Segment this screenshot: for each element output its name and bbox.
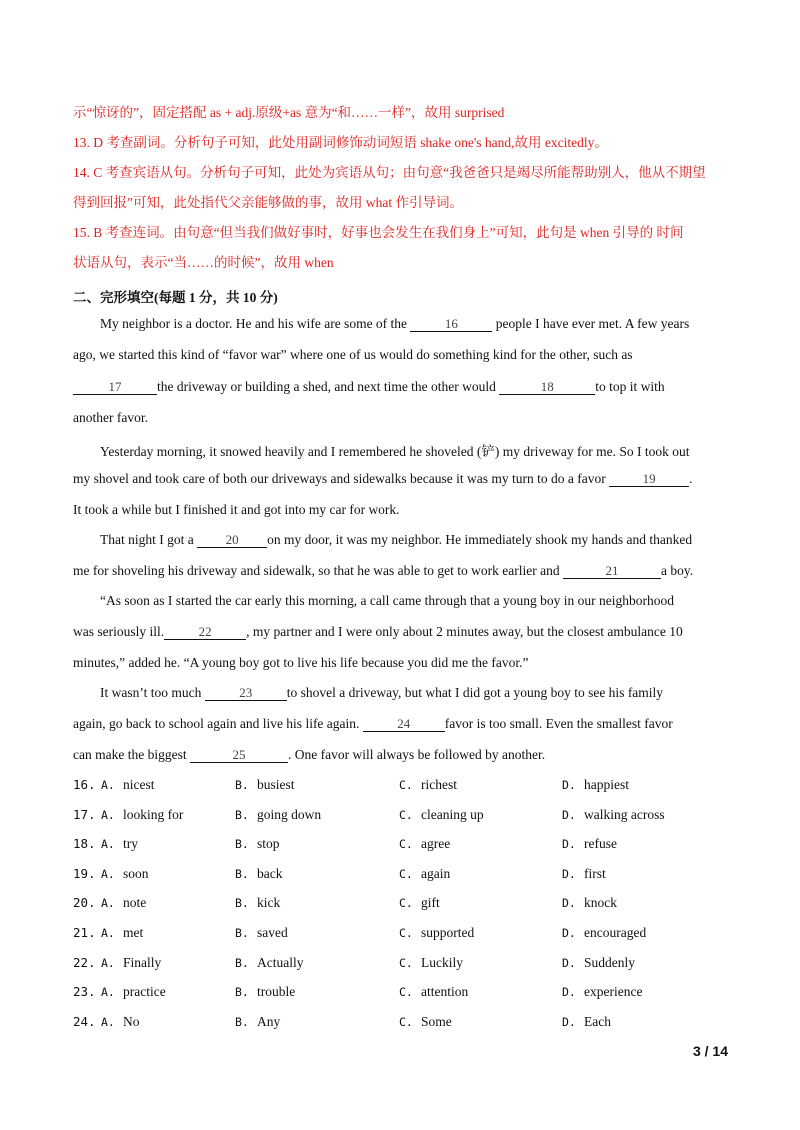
- option-a: soon: [123, 865, 149, 881]
- passage-line: Yesterday morning, it snowed heavily and I remembered he shoveled (铲) my driveway for me. So I took out: [100, 444, 690, 459]
- option-letter: B.: [235, 985, 249, 1000]
- option-letter: A.: [101, 985, 115, 1000]
- option-d: knock: [584, 895, 617, 911]
- option-letter: A.: [101, 837, 115, 852]
- analysis-line: 状语从句，表示“当……的时候”，故用 when: [73, 255, 334, 270]
- option-d: Suddenly: [584, 954, 636, 970]
- passage-text: my shovel and took care of both our driveways and sidewalks because it was my turn to do a favor: [73, 471, 610, 486]
- option-d: refuse: [584, 836, 617, 852]
- blank-20: 20: [197, 533, 267, 548]
- option-letter: B.: [235, 807, 249, 822]
- question-number: 20.: [73, 895, 96, 911]
- question-number: 18.: [73, 836, 96, 852]
- option-a: Finally: [123, 954, 162, 970]
- option-letter: D.: [562, 955, 576, 970]
- blank-21: 21: [563, 564, 661, 579]
- option-letter: C.: [399, 837, 413, 852]
- option-c: supported: [421, 925, 475, 940]
- option-c: Some: [421, 1013, 452, 1029]
- option-b: Any: [257, 1013, 281, 1029]
- passage-text: again, go back to school again and live his life again.: [73, 716, 363, 731]
- question-number: 23.: [73, 984, 96, 1000]
- option-letter: D.: [562, 866, 576, 881]
- option-b: Actually: [257, 954, 304, 970]
- option-b: saved: [257, 925, 288, 940]
- option-b: going down: [257, 806, 322, 822]
- passage-text: can make the biggest: [73, 747, 190, 762]
- passage-text: on my door, it was my neighbor. He immediately shook my hands and thanked: [267, 532, 693, 547]
- option-letter: B.: [235, 1014, 249, 1029]
- option-d: first: [584, 865, 606, 881]
- option-a: nicest: [123, 777, 155, 792]
- option-letter: D.: [562, 807, 576, 822]
- option-letter: D.: [562, 778, 576, 792]
- passage-line: [73, 563, 693, 579]
- passage-text: It wasn’t too much: [100, 685, 205, 700]
- passage-line: [100, 685, 663, 701]
- option-letter: D.: [562, 926, 576, 940]
- question-number: 24.: [73, 1013, 96, 1029]
- page-number: 3 / 14: [692, 1043, 728, 1059]
- option-letter: D.: [562, 837, 576, 852]
- passage-text: , my partner and I were only about 2 minutes away, but the closest ambulance 10: [246, 624, 683, 639]
- passage-line: [73, 471, 693, 487]
- option-letter: C.: [399, 778, 413, 792]
- option-letter: B.: [235, 778, 249, 792]
- option-letter: B.: [235, 896, 249, 911]
- passage-text: a boy.: [661, 563, 694, 578]
- option-b: stop: [257, 836, 280, 852]
- option-b: trouble: [257, 984, 296, 1000]
- option-letter: A.: [101, 866, 115, 881]
- option-c: richest: [421, 777, 457, 792]
- option-letter: B.: [235, 955, 249, 970]
- option-letter: C.: [399, 985, 413, 1000]
- passage-line: minutes,” added he. “A young boy got to live his life because you did me the favor.”: [73, 655, 529, 670]
- option-letter: C.: [399, 1014, 413, 1029]
- passage-line: [100, 316, 689, 332]
- blank-19: 19: [609, 472, 689, 487]
- passage-text: to shovel a driveway, but what I did got a young boy to see his family: [286, 685, 664, 700]
- passage-line: [73, 747, 545, 763]
- option-letter: C.: [399, 807, 413, 822]
- option-letter: B.: [235, 837, 249, 852]
- passage-line: “As soon as I started the car early this morning, a call came through that a young boy in our neighborhood: [100, 593, 674, 608]
- blank-24: 24: [363, 717, 445, 732]
- option-a: note: [123, 895, 147, 911]
- option-a: looking for: [123, 806, 184, 822]
- option-letter: A.: [101, 1014, 115, 1029]
- passage-text: . One favor will always be followed by another.: [287, 747, 546, 762]
- option-c: Luckily: [421, 954, 463, 970]
- passage-text: That night I got a: [100, 532, 198, 547]
- question-number: 17.: [73, 806, 96, 822]
- blank-25: 25: [190, 748, 288, 763]
- option-a: practice: [123, 984, 166, 1000]
- option-d: walking across: [584, 806, 665, 822]
- option-letter: A.: [101, 778, 115, 792]
- passage-text: to top it with: [595, 379, 665, 394]
- option-c: again: [421, 865, 451, 881]
- option-letter: B.: [235, 926, 249, 940]
- option-b: busiest: [257, 777, 295, 792]
- passage-line: It took a while but I finished it and got into my car for work.: [73, 502, 400, 517]
- option-d: happiest: [584, 777, 629, 792]
- option-letter: B.: [235, 866, 249, 881]
- option-b: kick: [257, 895, 281, 911]
- option-a: try: [123, 836, 138, 852]
- option-b: back: [257, 865, 283, 881]
- option-letter: A.: [101, 896, 115, 911]
- analysis-line: 得到回报”可知，此处指代父亲能够做的事，故用 what 作引导词。: [73, 195, 463, 210]
- passage-text: was seriously ill.: [73, 624, 165, 639]
- passage-text: people I have ever met. A few years: [492, 316, 690, 331]
- analysis-line: 13. D 考查副词。分析句子可知，此处用副词修饰动词短语 shake one's hand,故用 excitedly。: [73, 135, 608, 150]
- question-number: 21.: [73, 925, 96, 940]
- option-c: agree: [421, 836, 451, 852]
- option-d: encouraged: [584, 925, 647, 940]
- passage-line: ago, we started this kind of “favor war” where one of us would do something kind for the other, such as: [73, 347, 633, 362]
- blank-17: 17: [73, 380, 157, 395]
- option-letter: C.: [399, 955, 413, 970]
- passage-text: .: [689, 471, 693, 486]
- passage-line: [73, 379, 665, 395]
- question-number: 16.: [73, 777, 96, 792]
- passage-text: My neighbor is a doctor. He and his wife are some of the: [100, 316, 411, 331]
- option-letter: C.: [399, 896, 413, 911]
- passage-line: another favor.: [73, 410, 148, 425]
- option-letter: D.: [562, 896, 576, 911]
- passage-line: [73, 716, 673, 732]
- blank-23: 23: [205, 686, 287, 701]
- passage-text: favor is too small. Even the smallest favor: [444, 716, 673, 731]
- option-d: experience: [584, 984, 643, 1000]
- question-number: 19.: [73, 865, 96, 881]
- option-letter: D.: [562, 1014, 576, 1029]
- passage-line: [73, 624, 683, 640]
- passage-line: [100, 532, 692, 548]
- option-a: No: [123, 1013, 140, 1029]
- option-c: attention: [421, 984, 469, 1000]
- option-letter: C.: [399, 866, 413, 881]
- option-letter: A.: [101, 807, 115, 822]
- blank-16: 16: [410, 317, 492, 332]
- option-letter: C.: [399, 926, 413, 940]
- option-letter: A.: [101, 955, 115, 970]
- analysis-line: 14. C 考查宾语从句。分析句子可知，此处为宾语从句；由句意“我爸爸只是竭尽所能帮助别人，他从不期望: [73, 165, 706, 180]
- passage-text: the driveway or building a shed, and next time the other would: [157, 379, 500, 394]
- section-title: 二、完形填空(每题 1 分，共 10 分): [73, 290, 278, 305]
- analysis-line: 示“惊讶的”，固定搭配 as + adj.原级+as 意为“和……一样”，故用 surprised: [73, 105, 505, 120]
- option-c: gift: [421, 895, 440, 911]
- analysis-line: 15. B 考查连词。由句意“但当我们做好事时，好事也会发生在我们身上”可知，此句是 when 引导的 时间: [73, 225, 684, 240]
- blank-18: 18: [499, 380, 595, 395]
- passage-text: me for shoveling his driveway and sidewalk, so that he was able to get to work earlier and: [73, 563, 563, 578]
- option-d: Each: [584, 1013, 611, 1029]
- question-number: 22.: [73, 954, 96, 970]
- blank-22: 22: [164, 625, 246, 640]
- option-c: cleaning up: [421, 806, 484, 822]
- option-letter: A.: [101, 926, 115, 940]
- option-a: met: [123, 925, 144, 940]
- option-letter: D.: [562, 985, 576, 1000]
